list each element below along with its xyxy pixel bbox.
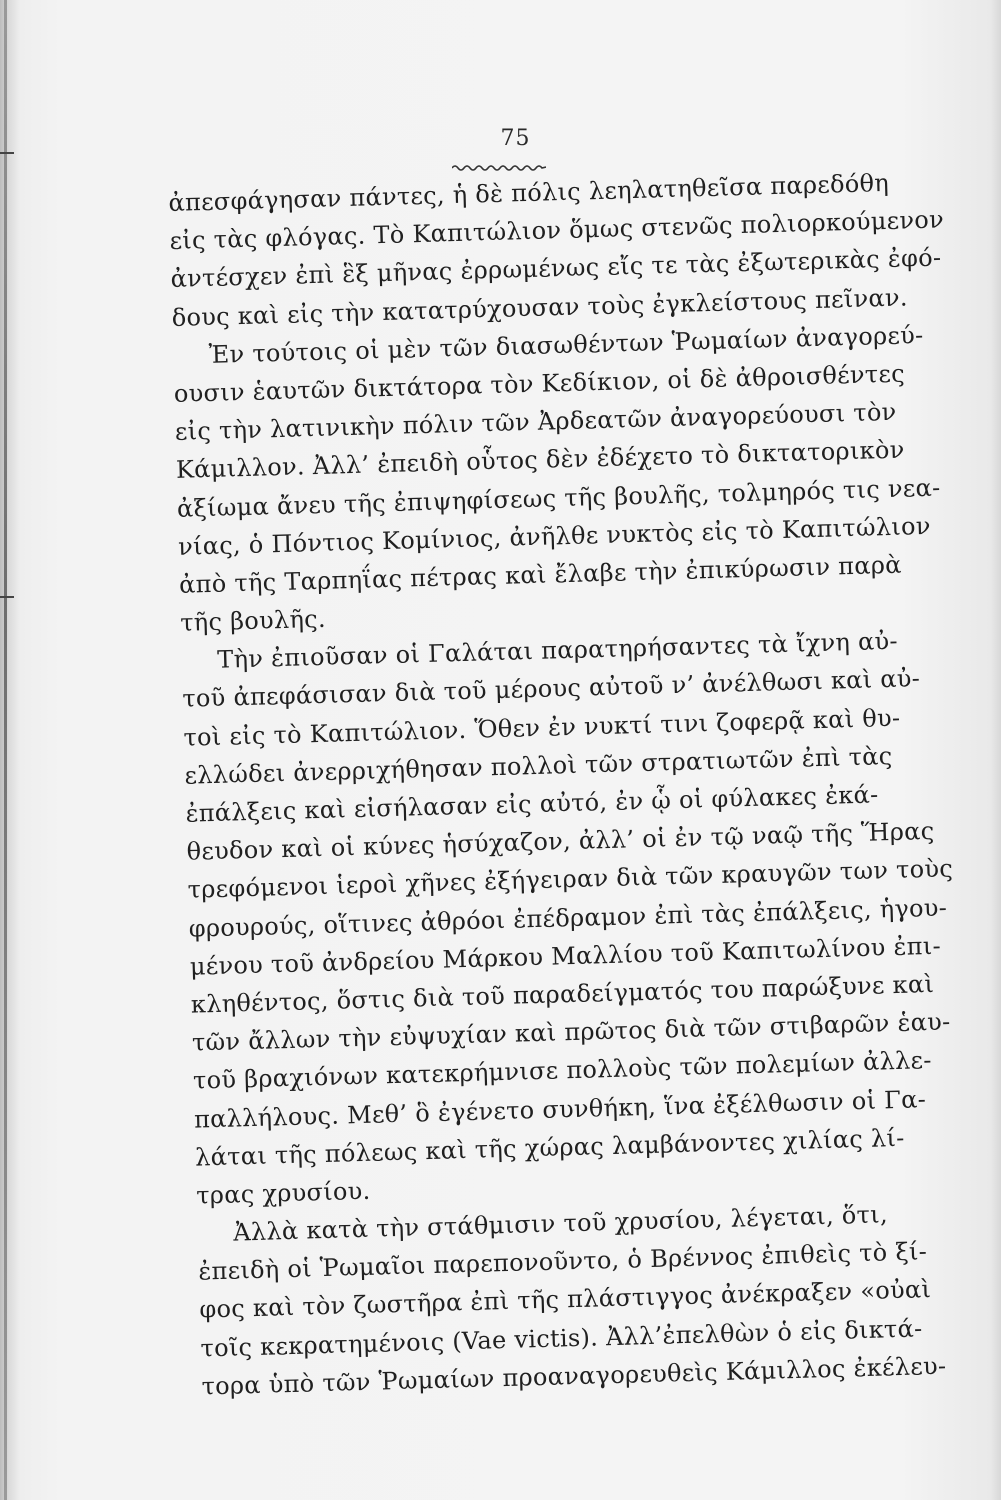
text-line: λάται τῆς πόλεως καὶ τῆς χώρας λαμβάνοντες χιλίας λί- (194, 1123, 905, 1172)
text-line: θευδον καὶ οἱ κύνες ἡσύχαζον, ἀλλ’ οἱ ἐν τῷ ναῷ τῆς Ἥρας (186, 817, 935, 866)
text-line: δους καὶ εἰς τὴν κατατρύχουσαν τοὺς ἐγκλείστους πεῖναν. (171, 282, 909, 332)
text-line: ελλώδει ἀνερριχήθησαν πολλοὶ τῶν στρατιωτῶν ἐπὶ τὰς (184, 741, 893, 790)
text-line: ουσιν ἑαυτῶν δικτάτορα τὸν Κεδίκιον, οἱ δὲ ἀθροισθέντες (173, 359, 906, 408)
text-line: φρουρούς, οἵτινες ἀθρόοι ἐπέδραμον ἐπὶ τὰς ἐπάλξεις, ἡγου- (188, 893, 948, 943)
body-text (168, 165, 954, 1406)
text-line: τῆς βουλῆς. (179, 604, 327, 637)
text-line: Τὴν ἐπιοῦσαν οἱ Γαλάται παρατηρήσαντες τὰ ἴχνη αὐ- (216, 627, 899, 675)
wavy-rule-ornament (452, 160, 546, 172)
text-line: μένου τοῦ ἀνδρείου Μάρκου Μαλλίου τοῦ Καπιτωλίνου ἐπι- (189, 931, 942, 981)
text-line: ἐπειδὴ οἱ Ῥωμαῖοι παρεπονοῦντο, ὁ Βρέννος ἐπιθεὶς τὸ ξί- (197, 1237, 928, 1286)
text-line: τοῖς κεκρατημένοις (Vae victis). Ἀλλ’ἐπελθὼν ὁ εἰς δικτά- (200, 1314, 923, 1363)
text-line: νίας, ὁ Πόντιος Κομίνιος, ἀνῆλθε νυκτὸς εἰς τὸ Καπιτώλιον (177, 511, 932, 561)
text-line: ἐπάλξεις καὶ εἰσήλασαν εἰς αὐτό, ἐν ᾧ οἱ φύλακες ἐκά- (185, 780, 879, 828)
text-line: τρας χρυσίου. (195, 1176, 371, 1210)
binding-edge (4, 0, 7, 1500)
text-line: Ἐν τούτοις οἱ μὲν τῶν διασωθέντων Ῥωμαίων ἀναγορεύ- (208, 320, 924, 369)
text-line: ἀπεσφάγησαν πάντες, ἡ δὲ πόλις λεηλατηθεῖσα παρεδόθη (168, 168, 890, 217)
text-line: Κάμιλλον. Ἀλλ’ ἐπειδὴ οὗτος δὲν ἐδέχετο τὸ δικτατορικὸν (175, 435, 905, 485)
text-line: κληθέντος, ὅστις διὰ τοῦ παραδείγματός του παρώξυνε καὶ (190, 969, 935, 1019)
text-line: τρεφόμενοι ἱεροὶ χῆνες ἐξήγειραν διὰ τῶν κραυγῶν των τοὺς (187, 854, 954, 905)
text-line: τοῦ ἀπεφάσισαν διὰ τοῦ μέρους αὐτοῦ ν’ ἀνέλθωσι καὶ αὐ- (182, 664, 921, 714)
text-line: φος καὶ τὸν ζωστῆρα ἐπὶ τῆς πλάστιγγος ἀνέκραξεν «οὐαὶ (199, 1275, 932, 1324)
binding-mark (0, 152, 14, 154)
text-line: τοὶ εἰς τὸ Καπιτώλιον. Ὅθεν ἐν νυκτί τινι ζοφερᾷ καὶ θυ- (183, 703, 901, 752)
text-line: τορα ὑπὸ τῶν Ῥωμαίων προαναγορευθεὶς Κάμιλλος ἐκέλευ- (201, 1351, 947, 1401)
text-line: εἰς τὰς φλόγας. Τὸ Καπιτώλιον ὅμως στενῶς πολιορκούμενον (169, 205, 945, 256)
text-line: παλλήλους. Μεθ’ ὃ ἐγένετο συνθήκη, ἵνα ἐξέλθωσιν οἱ Γα- (193, 1084, 927, 1134)
text-line: τοῦ βραχιόνων κατεκρήμνισε πολλοὺς τῶν πολεμίων ἀλλε- (192, 1046, 933, 1095)
text-line: ἀπὸ τῆς Ταρπηΐας πέτρας καὶ ἔλαβε τὴν ἐπικύρωσιν παρὰ (178, 550, 903, 599)
text-line: ἀντέσχεν ἐπὶ ἓξ μῆνας ἐρρωμένως εἴς τε τὰς ἐξωτερικὰς ἐφό- (170, 243, 942, 294)
text-line: Ἀλλὰ κατὰ τὴν στάθμισιν τοῦ χρυσίου, λέγεται, ὅτι, (232, 1200, 889, 1247)
binding-mark (0, 596, 14, 598)
page-number: 75 (500, 126, 531, 151)
text-line: ἀξίωμα ἄνευ τῆς ἐπιψηφίσεως τῆς βουλῆς, τολμηρός τις νεα- (176, 473, 941, 523)
text-line: εἰς τὴν λατινικὴν πόλιν τῶν Ἀρδεατῶν ἀναγορεύουσι τὸν (174, 397, 897, 447)
text-line: τῶν ἄλλων τὴν εὐψυχίαν καὶ πρῶτος διὰ τῶν στιβαρῶν ἑαυ- (191, 1007, 951, 1057)
